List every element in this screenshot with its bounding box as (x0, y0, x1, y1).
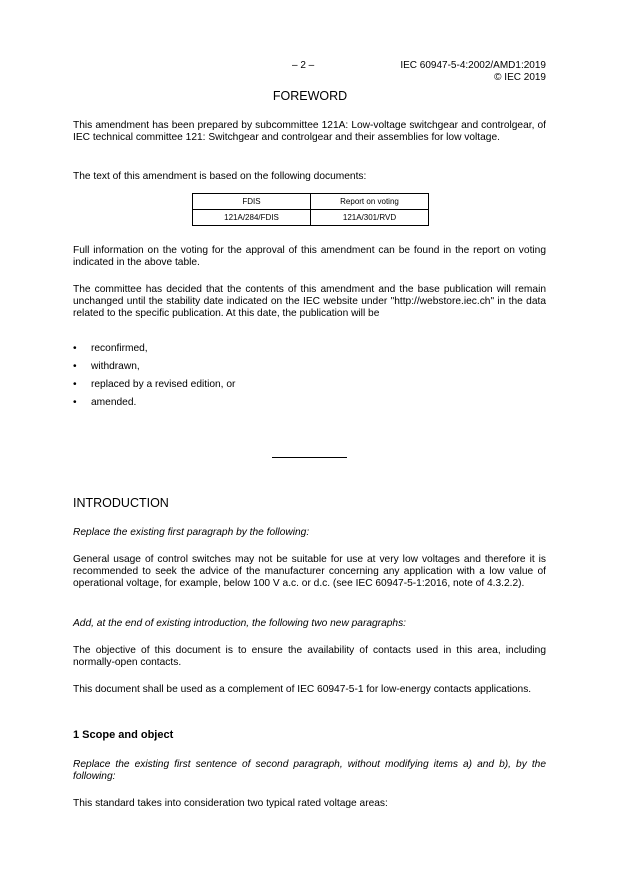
foreword-paragraph-1: This amendment has been prepared by subcommittee 121A: Low-voltage switchgear and controlgear, of IEC technical committee 121: Switchgear and controlgear and their assemblies for low voltage. (73, 120, 546, 144)
list-item-text: amended. (91, 397, 137, 408)
document-reference (400, 60, 546, 84)
scope-paragraph-1: This standard takes into consideration two typical rated voltage areas: (73, 798, 388, 809)
foreword-paragraph-4: The committee has decided that the contents of this amendment and the base publication will remain unchanged until the stability date indicated on the IEC website under "http://webstore.iec.ch" in the data related to the specific publication. At this date, the publication will be (73, 284, 546, 320)
introduction-instruction-2: Add, at the end of existing introduction, the following two new paragraphs: (73, 618, 406, 629)
bullet-icon: • (73, 379, 77, 390)
introduction-instruction-1: Replace the existing first paragraph by the following: (73, 527, 310, 538)
table-cell-rvd: 121A/301/RVD (311, 210, 429, 226)
scope-instruction: Replace the existing first sentence of second paragraph, without modifying items a) and b), by the following: (73, 759, 546, 783)
foreword-paragraph-2: The text of this amendment is based on the following documents: (73, 171, 367, 182)
foreword-paragraph-3: Full information on the voting for the approval of this amendment can be found in the report on voting indicated in the above table. (73, 245, 546, 269)
list-item-text: withdrawn, (91, 361, 140, 372)
page-number: – 2 – (292, 60, 315, 71)
introduction-paragraph-2: The objective of this document is to ensure the availability of contacts used in this area, including normally-open contacts. (73, 645, 546, 669)
foreword-title: FOREWORD (272, 89, 348, 103)
doc-ref: IEC 60947-5-4:2002/AMD1:2019 (400, 60, 546, 71)
bullet-icon: • (73, 343, 77, 354)
list-item-text: reconfirmed, (91, 343, 148, 354)
table-cell-fdis: 121A/284/FDIS (193, 210, 311, 226)
bullet-icon: • (73, 361, 77, 372)
introduction-paragraph-3: This document shall be used as a complement of IEC 60947-5-1 for low-energy contacts applications. (73, 684, 532, 695)
copyright: © IEC 2019 (494, 72, 546, 83)
list-item-text: replaced by a revised edition, or (91, 379, 236, 390)
bullet-icon: • (73, 397, 77, 408)
table-header-report: Report on voting (311, 194, 429, 210)
introduction-title: INTRODUCTION (73, 496, 169, 510)
section-divider (272, 457, 347, 458)
table-header-row (193, 194, 429, 210)
table-row (193, 210, 429, 226)
scope-heading: 1 Scope and object (73, 729, 174, 741)
voting-table (192, 193, 429, 226)
introduction-paragraph-1: General usage of control switches may not be suitable for use at very low voltages and therefore it is recommended to seek the advice of the manufacturer concerning any application with a low value of operational voltage, for example, below 100 V a.c. or d.c. (see IEC 60947-5-1:2016, note of 4.3.2.2). (73, 554, 546, 590)
table-header-fdis: FDIS (193, 194, 311, 210)
